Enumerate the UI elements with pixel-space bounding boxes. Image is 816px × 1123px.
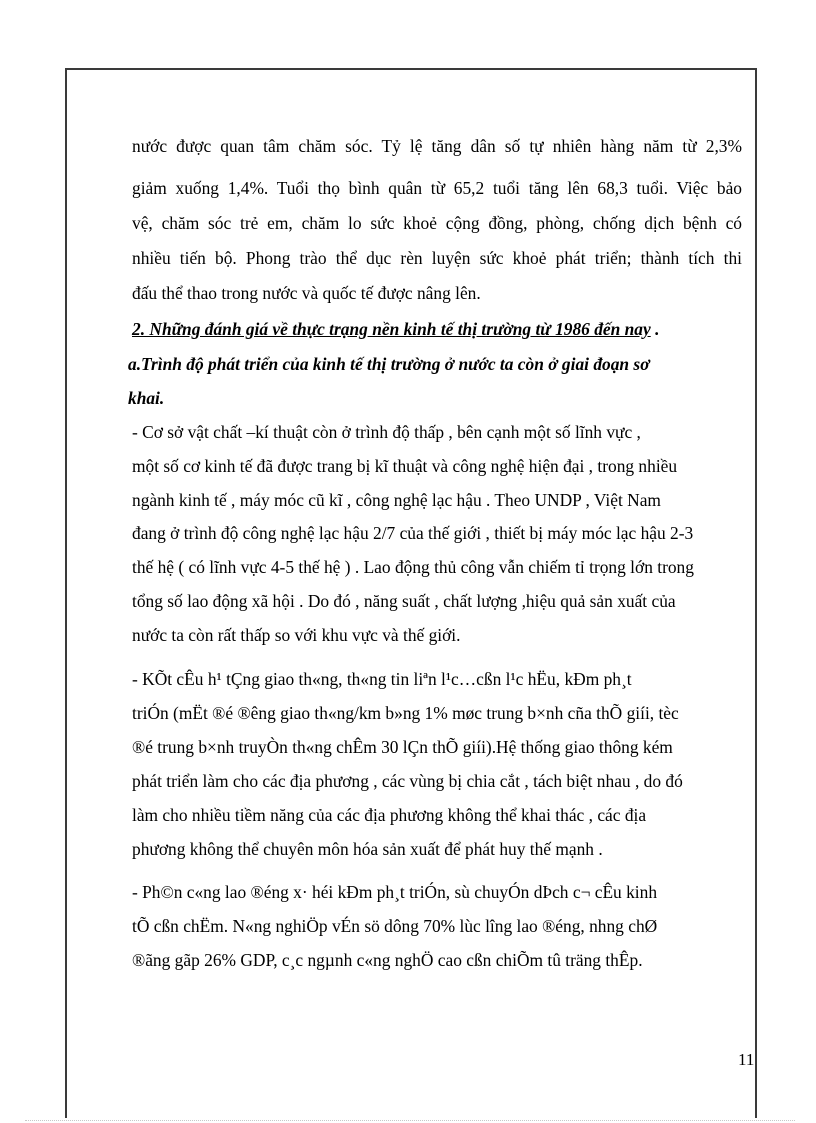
paragraph2-line-7: nước ta còn rất thấp so với khu vực và thế giới.: [132, 625, 461, 645]
paragraph3-line-3: ®é trung b×nh truyÒn th«ng chÊm 30 lÇn thÕ giíi).Hệ thống giao thông kém: [132, 737, 673, 757]
paragraph3-line-2: triÓn (mËt ®é ®êng giao th«ng/km b»ng 1% møc trung b×nh cña thÕ giíi, tèc: [132, 703, 679, 723]
paragraph4-line-2: tÕ cßn chËm. N«ng nghiÖp vÉn sö dông 70% lùc lîng lao ®éng, nhng chØ: [132, 916, 658, 936]
section-heading-2: [132, 314, 742, 344]
paragraph3-line-6: phương không thể chuyên môn hóa sản xuất để phát huy thế mạnh .: [132, 839, 603, 859]
subheading-a-line-2: khai.: [128, 388, 165, 408]
paragraph4-line-3: ®ãng gãp 26% GDP, c¸c ngµnh c«ng nghÖ cao cßn chiÕm tû träng thÊp.: [132, 950, 643, 970]
paragraph2-line-2: một số cơ kinh tế đã được trang bị kĩ thuật và công nghệ hiện đại , trong nhiều: [132, 456, 678, 476]
subheading-a-line-1: a.Trình độ phát triển của kinh tế thị trường ở nước ta còn ở giai đoạn sơ: [128, 354, 650, 374]
section-heading-2-text: 2. Những đánh giá về thực trạng nền kinh tế thị trường từ 1986 đến nay: [132, 319, 651, 339]
paragraph1-line-2: giảm xuống 1,4%. Tuổi thọ bình quân từ 65,2 tuổi tăng lên 68,3 tuổi. Việc bảo: [132, 178, 742, 198]
paragraph3-line-1: - KÕt cÊu h¹ tÇng giao th«ng, th«ng tin liªn l¹c…cßn l¹c hËu, kÐm ph¸t: [132, 669, 632, 689]
page-bottom-divider: [25, 1120, 795, 1121]
paragraph1-line-1: nước được quan tâm chăm sóc. Tỷ lệ tăng dân số tự nhiên hàng năm từ 2,3%: [132, 136, 742, 156]
paragraph1-line-4: nhiều tiến bộ. Phong trào thể dục rèn luyện sức khoẻ phát triển; thành tích thi: [132, 248, 742, 268]
paragraph2-line-6: tổng số lao động xã hội . Do đó , năng suất , chất lượng ,hiệu quả sản xuất của: [132, 591, 676, 611]
paragraph2-line-5: thế hệ ( có lĩnh vực 4-5 thế hệ ) . Lao động thủ công vẫn chiếm tỉ trọng lớn trong: [132, 557, 694, 577]
paragraph1-line-5: đấu thể thao trong nước và quốc tế được nâng lên.: [132, 283, 481, 303]
section-heading-2-suffix: .: [650, 319, 660, 339]
paragraph1-line-3: vệ, chăm sóc trẻ em, chăm lo sức khoẻ cộng đồng, phòng, chống dịch bệnh có: [132, 213, 742, 233]
paragraph2-line-1: - Cơ sở vật chất –kí thuật còn ở trình độ thấp , bên cạnh một số lĩnh vực ,: [132, 422, 641, 442]
paragraph2-line-3: ngành kinh tế , máy móc cũ kĩ , công nghệ lạc hậu . Theo UNDP , Việt Nam: [132, 490, 661, 510]
paragraph4-line-1: - Ph©n c«ng lao ®éng x· héi kÐm ph¸t triÓn, sù chuyÓn dÞch c¬ cÊu kinh: [132, 882, 658, 902]
paragraph3-line-5: làm cho nhiều tiềm năng của các địa phương không thể khai thác , các địa: [132, 805, 647, 825]
paragraph3-line-4: phát triển làm cho các địa phương , các vùng bị chia cắt , tách biệt nhau , do đó: [132, 771, 683, 791]
page-number: 11: [738, 1050, 755, 1069]
paragraph2-line-4: đang ở trình độ công nghệ lạc hậu 2/7 của thế giới , thiết bị máy móc lạc hậu 2-3: [132, 523, 694, 543]
